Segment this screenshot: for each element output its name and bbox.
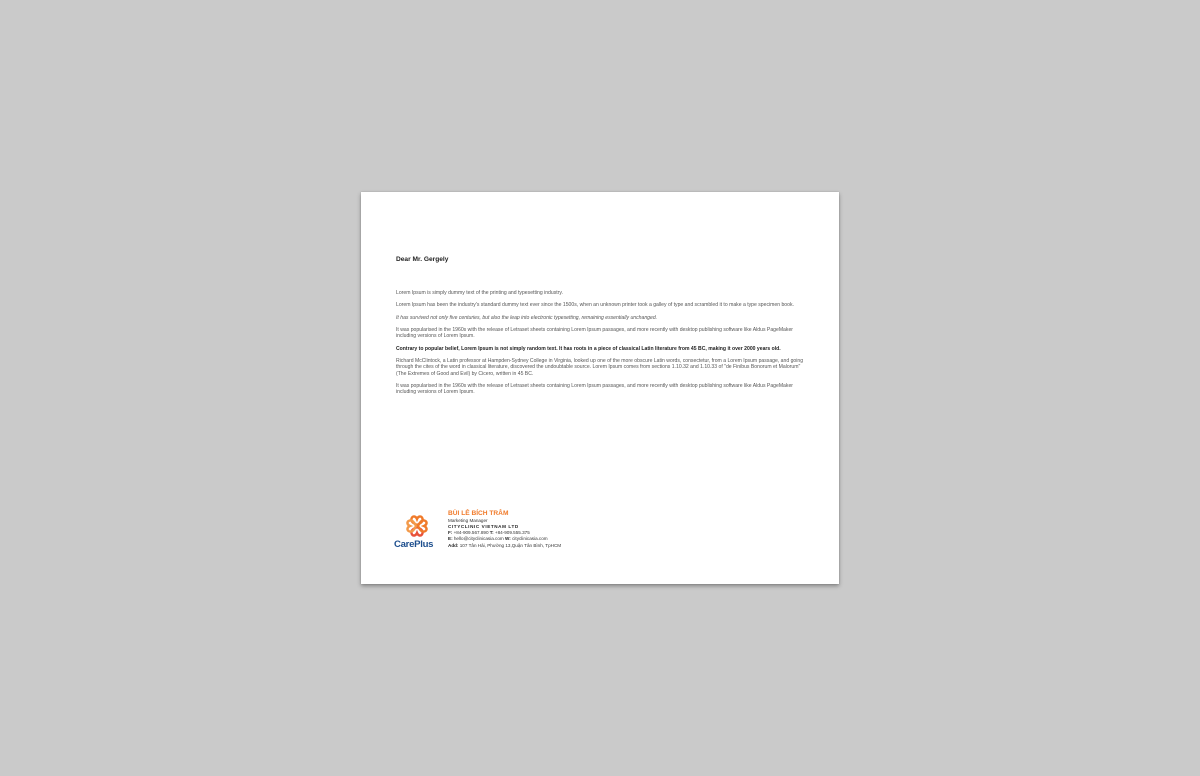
signer-title: Marketing Manager [448, 517, 488, 523]
signer-name: BÙI LÊ BÍCH TRÂM [448, 510, 509, 517]
address-line: Add: 107 Tân Hải, Phường 13,Quận Tân Bình, TpHCM [448, 542, 562, 548]
website: cityclinicasia.com [512, 536, 548, 542]
phone-number: +84-909.567.890 [453, 530, 489, 536]
phone-line: F: +84-909.567.890 T: +84-909.555.375 [448, 530, 530, 536]
paragraph: It was popularised in the 1960s with the release of Letraset sheets containing Lorem Ipsum passages, and more recently with desktop publishing software like Aldus PageMaker including versions of Lorem Ipsum. [396, 327, 793, 340]
italic-paragraph: It has survived not only five centuries, but also the leap into electronic typesetting, remaining essentially unchanged. [396, 314, 658, 321]
paragraph: It was popularised in the 1960s with the release of Letraset sheets containing Lorem Ipsum passages, and more recently with desktop publishing software like Aldus PageMaker including versions of Lorem Ipsum. [396, 382, 793, 396]
letter-page [361, 192, 839, 584]
company-name: CITYCLINIC VIETNAM LTD [448, 523, 519, 529]
paragraph: Richard McClintock, a Latin professor at Hampden-Sydney College in Virginia, looked up one of the more obscure Latin words, consectetur, from a Lorem Ipsum passage, and going through the cites of the word in classical literature, discovered the undoubtable source. Lorem Ipsum comes from sections 1.10.32 and 1.10.33 of "de Finibus Bonorum et Malorum" (The Extremes of Good and Evil) by Cicero, written in 45 BC. [396, 358, 804, 377]
careplus-logo [394, 514, 440, 554]
logo-wordmark: CarePlus [394, 539, 434, 550]
paragraph: Lorem Ipsum is simply dummy text of the printing and typesetting industry. [396, 290, 563, 296]
salutation: Dear Mr. Gergely [396, 256, 449, 263]
contact-line: E: hello@cityclinicasia.com W: cityclinicasia.com [448, 536, 548, 542]
signature-block [448, 510, 561, 549]
careplus-heart-cross-icon [405, 514, 429, 538]
phone-number-2: +84-909.555.375 [494, 530, 530, 536]
email-address: hello@cityclinicasia.com [453, 536, 504, 542]
paragraph: Lorem Ipsum has been the industry's standard dummy text ever since the 1500s, when an unknown printer took a galley of type and scrambled it to make a type specimen book. [396, 302, 794, 309]
bold-paragraph: Contrary to popular belief, Lorem Ipsum is not simply random text. It has roots in a piece of classical Latin literature from 45 BC, making it over 2000 years old. [396, 345, 781, 352]
letter-body [396, 290, 805, 402]
address: 107 Tân Hải, Phường 13,Quận Tân Bình, TpHCM [459, 542, 562, 548]
